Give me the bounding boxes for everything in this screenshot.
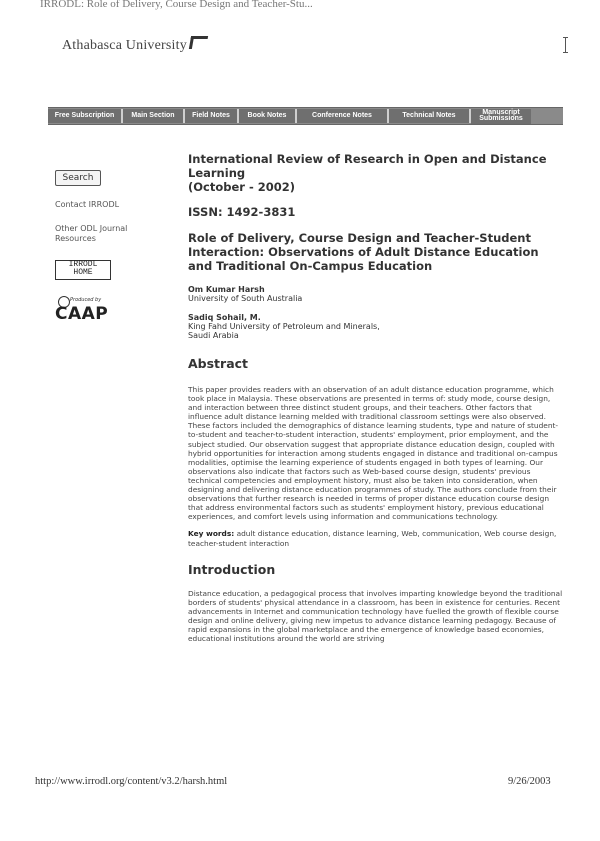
keywords-text: adult distance education, distance learning, Web, communication, Web course design, teacher-student interaction [188, 529, 557, 548]
keywords [188, 529, 563, 547]
contact-link[interactable]: Contact IRRODL [55, 200, 120, 209]
nav-manuscript-line1: Manuscript [482, 108, 520, 116]
introduction-text: Distance education, a pedagogical process that involves imparting knowledge beyond the traditional borders of students' physical attendance in a classroom, has been in existence for centuries. Recent advancements in Internet and communication technology have fuelled the growth of flexible course design and online delivery, giving new impetus to advance distance learning pedagogy. Because of rapid expansions in the global marketplace and the emergence of knowledge based economies, educational institutions around the world are striving [188, 588, 563, 644]
abstract-text: This paper provides readers with an observation of an adult distance education programme, which took place in Malaysia. These observations are presented in terms of: study mode, course design, and interaction between three distinct student groups, and their teachers. Other factors that influence adult distance learning melded with traditional classroom settings were also observed. These factors included the demographics of distance learning students, type and nature of student-to-student and teacher-to-student interaction, students' employment, prior employment, and the subject studied. Our observation suggest that appropriate distance education design, coupled with hybrid opportunities for interaction among students engaged in distance and traditional on-campus modalities, optimise the learning experience of students engaged in both types of learning. Our observations also indicate that factors such as Web-based course design, students' previous technical competencies and employment history, must also be taken into consideration, when designing and delivering distance education programmes of study. The authors conclude from their observations that further research is needed in terms of proper distance education course design that address environmental factors such as students' employment history, previous educational experiences, and comfort levels using information and communications technology. [188, 385, 559, 522]
introduction-heading: Introduction [188, 561, 276, 577]
article-title: Role of Delivery, Course Design and Teacher-Student Interaction: Observations of Adult Distance Education and Traditional On-Campus Education [188, 231, 539, 273]
logo-mark-icon [189, 36, 208, 49]
other-resources-line1: Other ODL Journal [55, 224, 128, 233]
abstract-heading: Abstract [188, 356, 249, 371]
caap-text: CAAP [55, 304, 109, 324]
text-cursor-icon [565, 37, 566, 53]
footer-url[interactable]: http://www.irrodl.org/content/v3.2/harsh.html [35, 776, 228, 787]
other-resources-link[interactable] [55, 224, 155, 244]
author-block [188, 285, 563, 303]
university-logo[interactable] [62, 36, 207, 54]
nav-field-notes[interactable]: Field Notes [185, 109, 239, 123]
journal-date: (October - 2002) [188, 180, 295, 194]
nav-manuscript-submissions[interactable] [471, 109, 531, 124]
irrodl-home-button[interactable] [55, 260, 111, 280]
nav-book-notes[interactable]: Book Notes [239, 109, 297, 123]
sidebar [55, 170, 155, 324]
journal-title [188, 152, 563, 194]
other-resources-line2: Resources [55, 234, 96, 243]
author-affiliation: University of South Australia [188, 294, 303, 303]
issn: ISSN: 1492-3831 [188, 205, 296, 219]
nav-main-section[interactable]: Main Section [123, 109, 185, 123]
caap-logo[interactable] [55, 294, 155, 324]
main-content [188, 152, 563, 643]
home-line1: IRRODL [68, 260, 98, 269]
nav-bar [48, 107, 563, 125]
nav-free-subscription[interactable]: Free Subscription [48, 109, 123, 123]
nav-conference-notes[interactable]: Conference Notes [297, 109, 389, 123]
footer-date: 9/26/2003 [508, 776, 551, 787]
search-button[interactable]: Search [55, 170, 101, 186]
nav-technical-notes[interactable]: Technical Notes [389, 109, 471, 123]
author-affiliation: King Fahd University of Petroleum and Minerals, Saudi Arabia [188, 322, 380, 340]
keywords-label: Key words: [188, 529, 235, 539]
home-line2: HOME [73, 268, 93, 277]
journal-title-text: International Review of Research in Open and Distance Learning [188, 152, 547, 180]
caap-produced-by: Produced by [70, 297, 102, 303]
print-header: IRRODL: Role of Delivery, Course Design and Teacher-Stu... [40, 0, 313, 10]
author-block [188, 313, 563, 340]
author-name: Om Kumar Harsh [188, 285, 265, 294]
nav-manuscript-line2: Submissions [479, 114, 523, 122]
author-name: Sadiq Sohail, M. [188, 313, 261, 322]
logo-text: Athabasca University [62, 38, 187, 53]
